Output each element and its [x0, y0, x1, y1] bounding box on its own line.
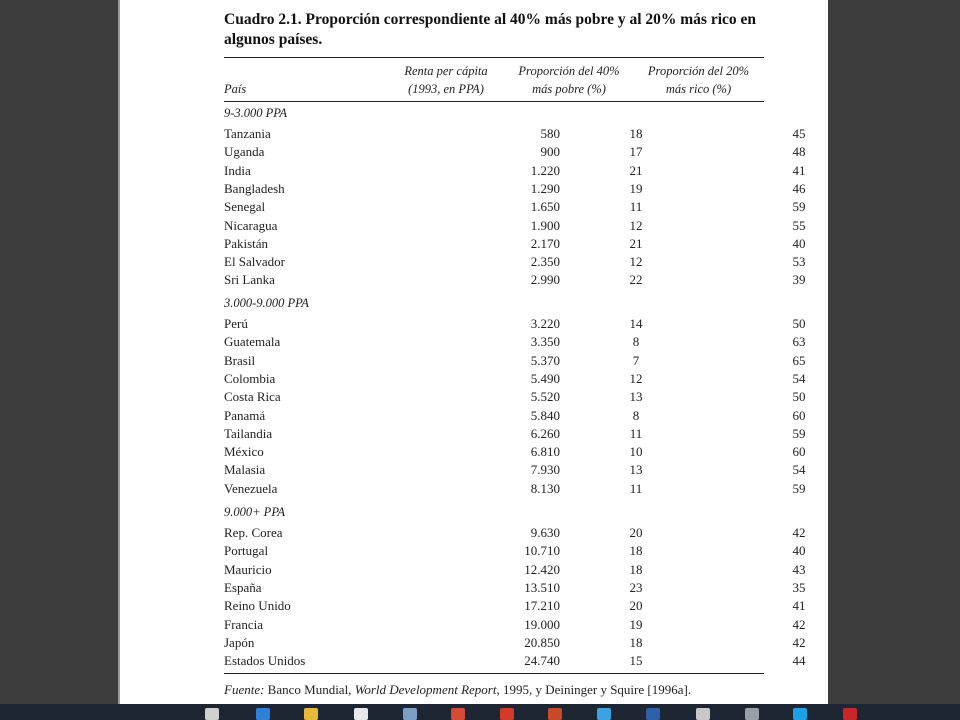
cell-rich-share: 60: [792, 407, 806, 423]
cell-rich-share: 53: [792, 254, 806, 270]
cell-income: 7.930: [530, 462, 560, 478]
table-row: [224, 235, 806, 253]
cell-country: Sri Lanka: [224, 272, 275, 288]
cell-poor-share: 14: [629, 316, 643, 331]
table-row: [224, 542, 806, 560]
table-row: [224, 253, 806, 271]
disk-icon[interactable]: [696, 708, 710, 720]
table-row: [224, 198, 806, 216]
table-row: [224, 461, 806, 479]
cell-income: 9.630: [530, 525, 560, 540]
cell-rich-share: 42: [792, 616, 806, 632]
cell-poor-share: 18: [629, 126, 643, 141]
source-text-2: , 1995, y Deininger y Squire [1996a].: [496, 682, 692, 697]
cell-country: Estados Unidos: [224, 653, 306, 669]
cell-country: Malasia: [224, 462, 266, 478]
group-label: 9.000+ PPA: [224, 505, 285, 519]
cell-poor-share: 22: [629, 272, 643, 288]
cell-country: Guatemala: [224, 334, 281, 350]
table-row: [224, 443, 806, 461]
page-edge: [118, 0, 120, 704]
cell-poor-share: 12: [629, 370, 643, 386]
table-row: [224, 652, 806, 670]
cell-country: Mauricio: [224, 561, 272, 577]
cell-rich-share: 50: [792, 316, 806, 331]
word-icon[interactable]: [646, 708, 660, 720]
cell-income: 580: [540, 126, 560, 141]
task-view-icon[interactable]: [205, 708, 219, 720]
cell-income: 5.520: [530, 389, 560, 405]
powerpoint-icon[interactable]: [548, 708, 562, 720]
cell-rich-share: 35: [792, 579, 806, 595]
header-rich: [636, 62, 761, 98]
cell-country: Perú: [224, 316, 248, 331]
cell-poor-share: 19: [629, 180, 643, 196]
cell-country: Japón: [224, 634, 255, 650]
cell-income: 5.370: [530, 352, 560, 368]
file-explorer-icon[interactable]: [304, 708, 318, 720]
cell-income: 19.000: [524, 616, 560, 632]
cell-country: Uganda: [224, 144, 265, 160]
cell-rich-share: 55: [792, 217, 806, 233]
table-row: [224, 271, 806, 289]
table-row: [224, 217, 806, 235]
header-poor: [510, 62, 628, 98]
header-country: País: [224, 82, 247, 96]
cell-income: 13.510: [524, 579, 560, 595]
taskbar: [0, 704, 960, 720]
cell-poor-share: 21: [629, 162, 643, 178]
cell-country: El Salvador: [224, 254, 286, 270]
cell-income: 17.210: [524, 598, 560, 614]
table-row: [224, 352, 806, 370]
cell-poor-share: 12: [629, 254, 643, 270]
cell-rich-share: 41: [792, 162, 806, 178]
table-row: [224, 524, 806, 542]
table-row: [224, 143, 806, 161]
cell-country: Bangladesh: [224, 180, 285, 196]
cell-country: Reino Unido: [224, 598, 291, 614]
table-row: [224, 370, 806, 388]
cell-income: 12.420: [524, 561, 560, 577]
app-red-icon[interactable]: [843, 708, 857, 720]
cell-poor-share: 11: [629, 199, 643, 215]
header-income-line1: Renta per cápita: [404, 64, 488, 78]
cell-poor-share: 11: [629, 480, 643, 496]
photos-icon[interactable]: [403, 708, 417, 720]
cell-country: Brasil: [224, 352, 256, 368]
cell-rich-share: 59: [792, 199, 806, 215]
table-row: [224, 180, 806, 198]
cell-country: Colombia: [224, 370, 276, 386]
table-row: [224, 125, 806, 143]
edge-icon[interactable]: [256, 708, 270, 720]
cell-country: Nicaragua: [224, 217, 278, 233]
table-row: [224, 480, 806, 498]
cell-country: Tanzania: [224, 126, 271, 141]
cell-income: 20.850: [524, 634, 560, 650]
cell-rich-share: 60: [792, 444, 806, 460]
cell-income: 5.840: [530, 407, 560, 423]
cell-income: 2.990: [530, 272, 560, 288]
cell-poor-share: 23: [629, 579, 643, 595]
cell-income: 900: [540, 144, 560, 160]
cell-poor-share: 19: [629, 616, 643, 632]
cell-rich-share: 63: [792, 334, 806, 350]
cell-poor-share: 8: [632, 407, 640, 423]
cell-poor-share: 17: [629, 144, 643, 160]
cell-rich-share: 48: [792, 144, 806, 160]
cell-poor-share: 21: [629, 235, 643, 251]
cell-country: México: [224, 444, 264, 460]
cell-country: Senegal: [224, 199, 266, 215]
cell-income: 6.260: [530, 425, 560, 441]
group-label: 3.000-9.000 PPA: [224, 296, 309, 310]
header-poor-line2: más pobre (%): [532, 82, 606, 96]
source-text-1: Banco Mundial,: [264, 682, 355, 697]
document-page: [118, 0, 828, 704]
source-label: Fuente:: [224, 682, 265, 697]
cell-poor-share: 10: [629, 444, 643, 460]
cell-poor-share: 15: [629, 653, 643, 669]
top-rule: [224, 57, 764, 58]
cell-poor-share: 11: [629, 425, 643, 441]
cell-rich-share: 43: [792, 561, 806, 577]
cell-income: 6.810: [530, 444, 560, 460]
store-icon[interactable]: [354, 708, 368, 720]
table-row: [224, 634, 806, 652]
header-poor-line1: Proporción del 40%: [518, 64, 620, 78]
cell-country: Tailandia: [224, 425, 273, 441]
cell-rich-share: 54: [792, 370, 806, 386]
cell-rich-share: 40: [792, 235, 806, 251]
cell-rich-share: 41: [792, 598, 806, 614]
cell-country: España: [224, 579, 262, 595]
skype-icon[interactable]: [793, 708, 807, 720]
table-title: Cuadro 2.1. Proporción correspondiente al 40% más pobre y al 20% más rico en algunos países.: [224, 11, 757, 48]
cell-country: Francia: [224, 616, 263, 632]
cell-poor-share: 18: [629, 561, 643, 577]
header-income: [386, 62, 506, 98]
cell-poor-share: 18: [629, 543, 643, 559]
cell-rich-share: 50: [792, 389, 806, 405]
cell-poor-share: 13: [629, 462, 643, 478]
header-rich-line2: más rico (%): [665, 82, 732, 96]
cell-income: 10.710: [524, 543, 560, 559]
cell-poor-share: 8: [632, 334, 640, 350]
cell-rich-share: 42: [792, 634, 806, 650]
table-row: [224, 597, 806, 615]
source-report: World Development Report: [354, 682, 497, 697]
cell-rich-share: 40: [792, 543, 806, 559]
ie-icon[interactable]: [597, 708, 611, 720]
cell-income: 2.170: [530, 235, 560, 251]
header-rule: [224, 101, 764, 102]
header-income-line2: (1993, en PPA): [408, 82, 484, 96]
table-row: [224, 579, 806, 597]
table-row: [224, 425, 806, 443]
cell-income: 24.740: [524, 653, 560, 669]
cell-country: Rep. Corea: [224, 525, 283, 540]
source-note: [224, 682, 691, 698]
keyboard-icon[interactable]: [745, 708, 759, 720]
cell-poor-share: 20: [629, 525, 643, 540]
cell-income: 2.350: [530, 254, 560, 270]
table-row: [224, 333, 806, 351]
cell-country: Pakistán: [224, 235, 269, 251]
acrobat-icon[interactable]: [500, 708, 514, 720]
cell-rich-share: 44: [792, 653, 806, 669]
cell-income: 1.900: [530, 217, 560, 233]
header-rich-line1: Proporción del 20%: [647, 64, 750, 78]
cell-rich-share: 42: [792, 525, 806, 540]
cell-poor-share: 13: [629, 389, 643, 405]
group-label: 9-3.000 PPA: [224, 106, 287, 120]
cell-country: Panamá: [224, 407, 266, 423]
table-row: [224, 616, 806, 634]
table-row: [224, 561, 806, 579]
cell-income: 1.290: [530, 180, 560, 196]
cell-rich-share: 45: [792, 126, 806, 141]
table-row: [224, 315, 806, 333]
cell-country: Venezuela: [224, 480, 278, 496]
cell-rich-share: 59: [792, 480, 806, 496]
table-row: [224, 407, 806, 425]
table-row: [224, 162, 806, 180]
cell-income: 3.220: [530, 316, 560, 331]
cell-rich-share: 59: [792, 425, 806, 441]
cell-rich-share: 39: [792, 272, 806, 288]
cell-income: 8.130: [530, 480, 560, 496]
cell-income: 1.650: [530, 199, 560, 215]
cell-country: Portugal: [224, 543, 269, 559]
cell-country: Costa Rica: [224, 389, 281, 405]
bottom-rule: [224, 673, 764, 674]
cell-income: 5.490: [530, 370, 560, 386]
cell-rich-share: 65: [792, 352, 806, 368]
cell-poor-share: 18: [629, 634, 643, 650]
cell-rich-share: 54: [792, 462, 806, 478]
cell-income: 1.220: [530, 162, 560, 178]
cell-poor-share: 20: [629, 598, 643, 614]
chrome-icon[interactable]: [451, 708, 465, 720]
cell-income: 3.350: [530, 334, 560, 350]
cell-poor-share: 12: [629, 217, 643, 233]
cell-rich-share: 46: [792, 180, 806, 196]
cell-country: India: [224, 162, 251, 178]
cell-poor-share: 7: [632, 352, 640, 368]
table-row: [224, 388, 806, 406]
